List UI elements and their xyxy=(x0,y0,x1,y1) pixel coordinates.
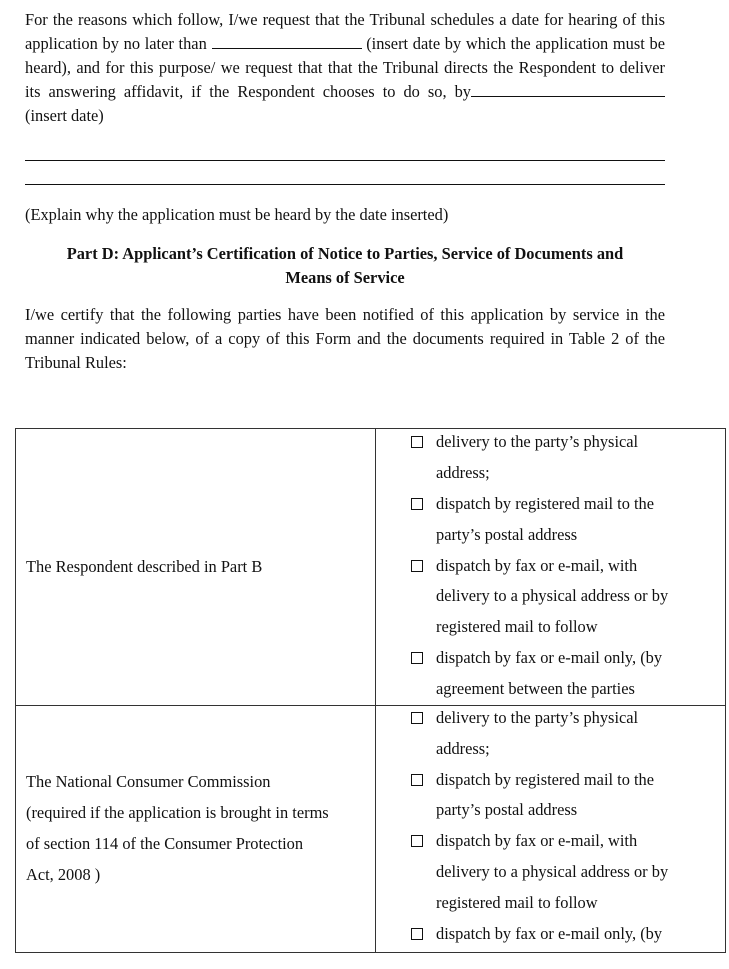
service-method-fax-email-only xyxy=(411,919,725,950)
service-method-registered-mail xyxy=(411,489,725,551)
method-cell xyxy=(376,429,726,706)
party-line: The National Consumer Commission xyxy=(26,772,271,792)
part-d-heading xyxy=(25,242,665,290)
checkbox[interactable] xyxy=(411,498,423,510)
certification-paragraph: I/we certify that the following parties have been notified of this application by service in the manner indicated below, of a copy of this Form and the documents required in Table 2 of the Tribunal Rules: xyxy=(25,305,665,372)
service-method-list xyxy=(376,427,725,704)
method-line: delivery to a physical address or by xyxy=(436,586,669,606)
checkbox[interactable] xyxy=(411,774,423,786)
checkbox[interactable] xyxy=(411,712,423,724)
service-method-fax-email-with-followup xyxy=(411,551,725,643)
checkbox[interactable] xyxy=(411,560,423,572)
method-line: delivery to the party’s physical xyxy=(436,432,639,452)
party-cell xyxy=(16,429,376,706)
explain-note: (Explain why the application must be heard by the date inserted) xyxy=(25,205,449,224)
service-method-physical-delivery xyxy=(411,427,725,489)
service-method-fax-email-with-followup xyxy=(411,826,725,918)
party-line: Act, 2008 ) xyxy=(26,864,101,884)
party-line: of section 114 of the Consumer Protection xyxy=(26,834,304,853)
service-method-fax-email-only xyxy=(411,643,725,705)
table-row xyxy=(16,706,726,953)
explanation-line-1[interactable] xyxy=(25,160,665,161)
table-row xyxy=(16,429,726,706)
method-line: agreement between the parties xyxy=(436,678,635,698)
part-d-heading-line-1: Part D: Applicant’s Certification of Notice to Parties, Service of Documents and xyxy=(66,244,624,263)
service-method-physical-delivery xyxy=(411,703,725,765)
party-line: (required if the application is brought in terms xyxy=(26,803,329,823)
method-line: party’s postal address xyxy=(436,800,578,820)
hearing-request-paragraph xyxy=(25,8,665,128)
checkbox[interactable] xyxy=(411,652,423,664)
checkbox[interactable] xyxy=(411,835,423,847)
method-line: dispatch by fax or e-mail, with xyxy=(436,555,638,575)
method-line: dispatch by registered mail to the xyxy=(436,769,655,789)
method-line: dispatch by registered mail to the xyxy=(436,494,655,513)
checkbox[interactable] xyxy=(411,928,423,940)
hearing-date-blank[interactable] xyxy=(212,34,362,49)
hearing-request-text-3: (insert date) xyxy=(25,106,104,125)
method-line: delivery to the party’s physical xyxy=(436,708,639,727)
method-line: registered mail to follow xyxy=(436,892,598,912)
method-line: dispatch by fax or e-mail only, (by xyxy=(436,923,663,943)
service-method-registered-mail xyxy=(411,765,725,827)
party-respondent: The Respondent described in Part B xyxy=(26,556,263,576)
service-method-list xyxy=(376,703,725,949)
hearing-request-text-1: For the reasons which follow, I/we request that the Tribunal schedules a date for hearing of this application by no later than xyxy=(25,10,665,53)
method-line: dispatch by fax or e-mail, with xyxy=(436,831,638,851)
method-line: party’s postal address xyxy=(436,524,578,544)
explanation-line-2[interactable] xyxy=(25,184,665,185)
party-national-consumer-commission xyxy=(26,767,375,890)
method-line: dispatch by fax or e-mail only, (by xyxy=(436,647,663,667)
method-line: registered mail to follow xyxy=(436,617,598,637)
method-line: address; xyxy=(436,463,490,483)
affidavit-date-blank[interactable] xyxy=(471,82,665,97)
method-cell xyxy=(376,706,726,953)
service-table xyxy=(15,428,726,953)
checkbox[interactable] xyxy=(411,436,423,448)
part-d-heading-line-2: Means of Service xyxy=(285,268,405,287)
method-line: delivery to a physical address or by xyxy=(436,861,669,881)
method-line: address; xyxy=(436,738,490,758)
hearing-request-text-2: (insert date by which the application must be heard), and for this purpose/ we request that that the Tribunal directs the Respondent to deliver its answering affidavit, if the Respondent chooses to do so, by xyxy=(25,34,665,101)
party-cell xyxy=(16,706,376,953)
